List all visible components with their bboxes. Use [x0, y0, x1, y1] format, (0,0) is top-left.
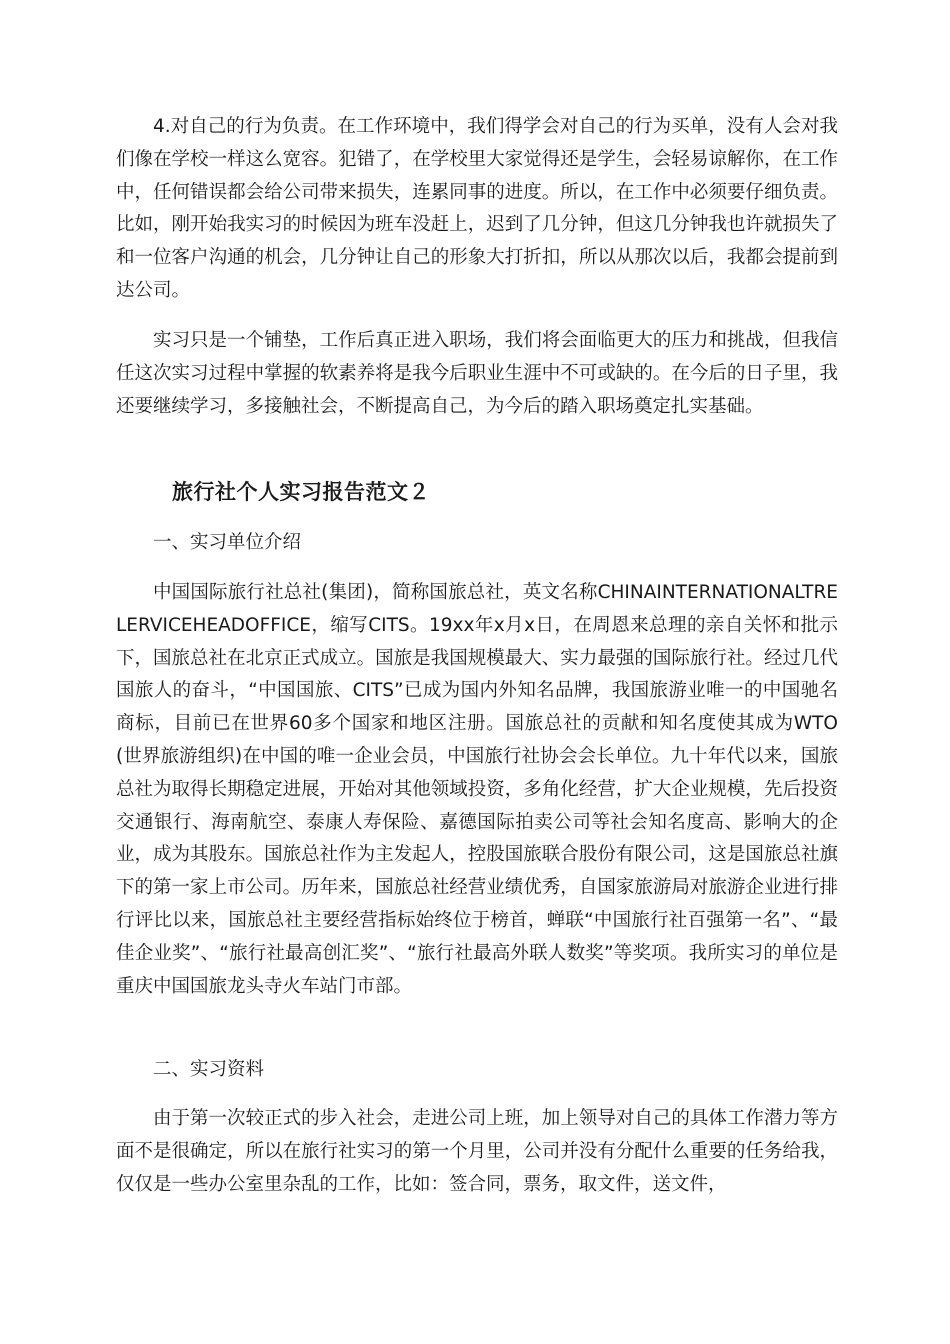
- subsection-heading: 一、实习单位介绍: [153, 532, 302, 553]
- body-paragraph: 由于第一次较正式的步入社会，走进公司上班，加上领导对自己的具体工作潜力等方面不是很确定，所以在旅行社实习的第一个月里，公司并没有分配什么重要的任务给我，仅仅是一些办公室里杂乱的工作，比如：签合同，票务，取文件，送文件，: [116, 1108, 838, 1195]
- body-paragraph: 4.对自己的行为负责。在工作环境中，我们得学会对自己的行为买单，没有人会对我们像在学校一样这么宽容。犯错了，在学校里大家觉得还是学生，会轻易谅解你，在工作中，任何错误都会给公司带来损失，连累同事的进度。所以，在工作中必须要仔细负责。比如，刚开始我实习的时候因为班车没赶上，迟到了几分钟，但这几分钟我也许就损失了和一位客户沟通的机会，几分钟让自己的形象大打折扣，所以从那次以后，我都会提前到达公司。: [116, 116, 838, 301]
- subsection-heading: 二、实习资料: [153, 1059, 265, 1080]
- section-heading: 旅行社个人实习报告范文２: [172, 480, 430, 504]
- body-paragraph: 实习只是一个铺垫，工作后真正进入职场，我们将会面临更大的压力和挑战，但我信任这次实习过程中掌握的软素养将是我今后职业生涯中不可或缺的。在今后的日子里，我还要继续学习，多接触社会，不断提高自己，为今后的踏入职场奠定扎实基础。: [116, 330, 838, 417]
- body-paragraph: 中国国际旅行社总社(集团)，简称国旅总社，英文名称CHINAINTERNATIONALTRELERVICEHEADOFFICE，缩写CITS。19xx年x月x日，在周恩来总理的亲自关怀和批示下，国旅总社在北京正式成立。国旅是我国规模最大、实力最强的国际旅行社。经过几代国旅人的奋斗，“中国国旅、CITS”已成为国内外知名品牌，我国旅游业唯一的中国驰名商标，目前已在世界60多个国家和地区注册。国旅总社的贡献和知名度使其成为WTO(世界旅游组织)在中国的唯一企业会员，中国旅行社协会会长单位。九十年代以来，国旅总社为取得长期稳定进展，开始对其他领域投资，多角化经营，扩大企业规模，先后投资交通银行、海南航空、泰康人寿保险、嘉德国际拍卖公司等社会知名度高、影响大的企业，成为其股东。国旅总社作为主发起人，控股国旅联合股份有限公司，这是国旅总社旗下的第一家上市公司。历年来，国旅总社经营业绩优秀，自国家旅游局对旅游企业进行排行评比以来，国旅总社主要经营指标始终位于榜首，蝉联“中国旅行社百强第一名”、“最佳企业奖”、“旅行社最高创汇奖”、“旅行社最高外联人数奖”等奖项。我所实习的单位是重庆中国国旅龙头寺火车站门市部。: [116, 582, 838, 997]
